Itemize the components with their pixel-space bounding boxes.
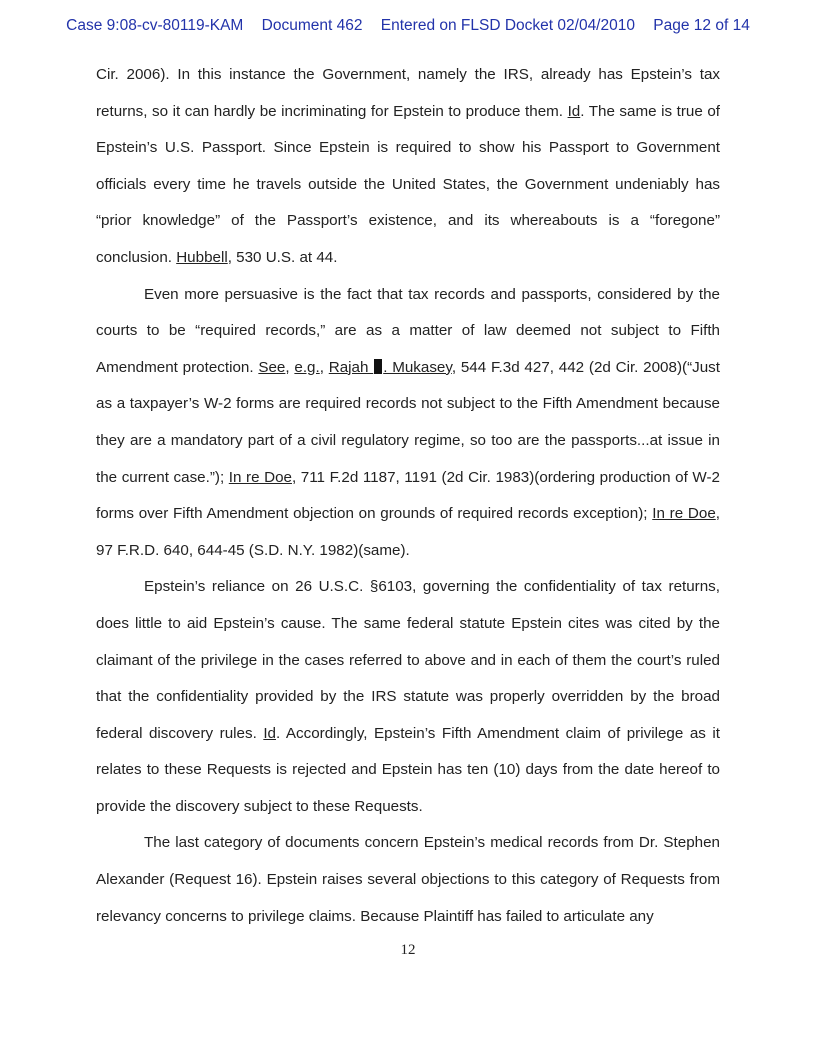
docket-entry: Entered on FLSD Docket 02/04/2010 (380, 17, 635, 34)
citation-underlined: See (258, 358, 286, 376)
paragraph (96, 277, 720, 570)
text-run: , 544 F.3d 427, 442 (2d Cir. 2008)(“Just as a taxpayer’s W-2 forms are required records not subject to the Fifth Amendment because they are a mandatory part of a civil regulatory regime, so too are the passports...at issue in the current case.”); (96, 358, 720, 486)
text-run: The last category of documents concern Epstein’s medical records from Dr. Stephen Alexander (Request 16). Epstein raises several objections to this category of Requests from relevancy concerns to privilege claims. Because Plaintiff has failed to articulate any (96, 834, 720, 925)
citation-underlined: Rajah (328, 358, 374, 376)
text-run: , (319, 358, 329, 376)
paragraph (96, 825, 720, 935)
citation-underlined: Id (567, 102, 581, 120)
text-run: . Accordingly, Epstein’s Fifth Amendment claim of privilege as it relates to these Requests is rejected and Epstein has ten (10) days from the date hereof to provide the discovery subject to these Requests. (96, 724, 720, 815)
redaction-mark (374, 359, 382, 374)
docket-header (0, 17, 816, 35)
citation-underlined: Id (263, 724, 276, 742)
citation-underlined: In re Doe (228, 468, 292, 486)
text-run: Even more persuasive is the fact that tax records and passports, considered by the courts to be “required records,” are as a matter of law deemed not subject to Fifth Amendment protection. (96, 285, 720, 376)
text-run: , 530 U.S. at 44. (227, 248, 338, 266)
paragraph (96, 569, 720, 825)
body-text (96, 57, 720, 935)
text-run: , 711 F.2d 1187, 1191 (2d Cir. 1983)(ordering production of W-2 forms over Fifth Amendment objection on grounds of required records exception); (96, 468, 720, 523)
page-count: Page 12 of 14 (653, 17, 750, 34)
text-run: . The same is true of Epstein’s U.S. Passport. Since Epstein is required to show his Passport to Government officials every time he travels outside the United States, the Government undeniably has “prior knowledge” of the Passport’s existence, and its whereabouts is a “foregone” conclusion. (96, 102, 721, 266)
document-number: Document 462 (261, 17, 363, 34)
text-run: , (285, 358, 295, 376)
citation-underlined: In re Doe (652, 505, 716, 523)
text-run: , 97 F.R.D. 640, 644-45 (S.D. N.Y. 1982)(same). (96, 505, 720, 559)
citation-underlined: Hubbell (176, 248, 228, 266)
case-number: Case 9:08-cv-80119-KAM (66, 17, 244, 34)
citation-underlined: e.g. (294, 358, 320, 376)
page-number: 12 (400, 942, 416, 958)
text-run: Epstein’s reliance on 26 U.S.C. §6103, governing the confidentiality of tax returns, does little to aid Epstein’s cause. The same federal statute Epstein cites was cited by the claimant of the privilege in the cases referred to above and in each of them the court’s ruled that the confidentiality provided by the IRS statute was properly overridden by the broad federal discovery rules. (96, 578, 720, 742)
paragraph (96, 57, 720, 277)
citation-underlined: . Mukasey (383, 358, 452, 376)
text-run: Cir. 2006). In this instance the Government, namely the IRS, already has Epstein’s tax returns, so it can hardly be incriminating for Epstein to produce them. (96, 66, 720, 120)
